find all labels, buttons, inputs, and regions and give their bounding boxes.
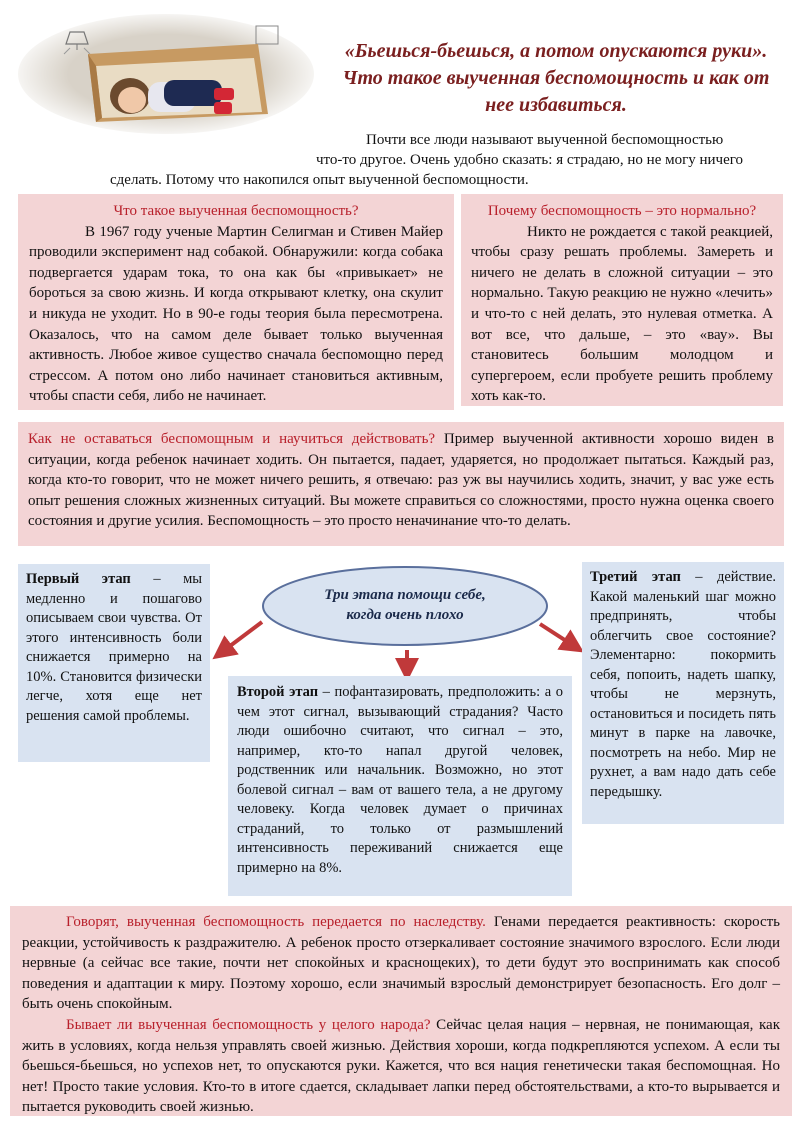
intro-line: что-то другое. Очень удобно сказать: я страдаю, но не могу ничего (316, 152, 744, 168)
section-what-is-helplessness (18, 194, 454, 410)
section-text: Пример выученной активности хорошо виден в ситуации, когда ребенок начинает ходить. Он пытается, падает, ударяется, но продолжает пытаться. Каждый раз, когда кто-то говорит, что не может ничего решить, я отвечаю: раз уж вы научились ходить, значит, у вас уже есть опыт решения сложных жизненных ситуаций. Вы можете справиться со сложностями, просто нужна оценка своего состояния и другие усилия. Беспомощность – это просто неначинание что-то делать. (28, 431, 775, 530)
section-paragraph (22, 1015, 780, 1118)
center-line: Три этапа помощи себе, (324, 587, 486, 603)
section-text: В 1967 году ученые Мартин Селигман и Стивен Майер проводили эксперимент над собакой. Обнаружили: когда собака подвергается ударам тока, то она как бы «привыкает» не бороться за свою жизнь. И когда открывают клетку, она скулит и никуда не уходит. Но в 90-е годы теория была пересмотрена. Оказалось, что на самом деле бывает только выученная активность. Любое живое существо сначала беспомощно перед стрессом. А потом оно либо начинает становиться активным, чтобы спасти себя, либо не начинает. (29, 223, 443, 405)
title-line: Что такое выученная беспомощность и как от (342, 67, 770, 89)
stage-text: – пофантазировать, предположить: а о чем этот сигнал, вызывающий страдания? Часто люди ошибочно считают, что сигнал – это, например, кто-то напал другой человек, родственник или начальник. Возможно, но этот болевой сигнал – вам от вашего тела, а не другому человеку. Когда человек думает о причинах страданий, то только от размышлений интенсивность переживаний снижается еще примерно на 8%. (237, 684, 563, 876)
section-heading: Что такое выученная беспомощность? (113, 203, 359, 219)
section-why-normal (461, 194, 783, 406)
stage-3-box (582, 562, 784, 824)
stage-label: Первый этап (26, 571, 131, 587)
section-heading: Говорят, выученная беспомощность передается по наследству. (66, 914, 486, 930)
section-how-to-act (18, 422, 784, 546)
intro-line: сделать. Потому что накопился опыт выученной беспомощности. (110, 172, 529, 188)
stage-text: – действие. Какой маленький шаг можно предпринять, чтобы облегчить свое состояние? Элементарно: покормить себя, попоить, надеть шапку, чтобы не мерзнуть, остановиться и посидеть пять минут в парке на лавочке, посмотреть на небо. Мир не рухнет, а вам надо дать себе передышку. (590, 569, 777, 800)
intro-paragraph (110, 130, 784, 190)
stage-label: Второй этап (237, 684, 319, 700)
arrow-to-stage-1 (222, 622, 262, 652)
section-inheritance (10, 906, 792, 1116)
page-title (322, 38, 790, 119)
section-text: Генами передается реактивность: скорость реакции, устойчивость к раздражителю. А ребенок просто отзеркаливает состояние значимого взрослого. Если люди нервные (а сейчас все такие, почти нет спокойных и краснощеких), то дети будут это воспринимать как способ поведения и адаптации к миру. Поэтому хорошо, если значимый взрослый демонстрирует безопасность. Его долг – быть очень спокойным. (22, 914, 780, 1013)
section-heading: Почему беспомощность – это нормально? (487, 203, 757, 219)
title-line: «Бьешься-бьешься, а потом опускаются руки». (344, 40, 768, 62)
section-heading: Бывает ли выученная беспомощность у целого народа? (66, 1016, 431, 1033)
stage-text: – мы медленно и пошагово описываем свои чувства. От этого интенсивность боли снижается примерно на 10%. Становится физически легче, хотя еще нет решения самой проблемы. (26, 571, 203, 724)
stage-2-box (228, 676, 572, 896)
intro-line: Почти все люди называют выученной беспомощностью (366, 132, 724, 148)
section-text: Сейчас целая нация – нервная, не понимающая, как жить в условиях, когда нельзя управлять своей жизнью. Действия хороши, когда подкрепляются успехом. А если ты бьешься-бьешься, но успехов нет, то опускаются руки. Кажется, что вся нация генетически такая беспомощная. Но нет! Просто такие условия. Кто-то в итоге сдается, складывает лапки перед обстоятельствами, а кто-то вырывается и пытается руководить своей жизнью. (22, 1016, 780, 1116)
section-text: Никто не рождается с такой реакцией, чтобы сразу решать проблемы. Замереть и ничего не делать в сложной ситуации – это нормально. Такую реакцию не нужно «лечить» и что-то с ней делать, это нулевая отметка. А вот все, что дальше, – это «вау». Вы становитесь большим молодцом и супергероем, если пробуете решить проблему хоть как-то. (471, 223, 773, 405)
diagram-center-title (290, 585, 520, 625)
section-paragraph (22, 912, 780, 1015)
center-line: когда очень плохо (346, 607, 464, 623)
stage-label: Третий этап (590, 569, 681, 585)
section-heading: Как не оставаться беспомощным и научиться действовать? (28, 431, 436, 447)
stage-1-box (18, 564, 210, 762)
header-illustration (18, 14, 314, 134)
title-line: нее избавиться. (485, 94, 627, 116)
